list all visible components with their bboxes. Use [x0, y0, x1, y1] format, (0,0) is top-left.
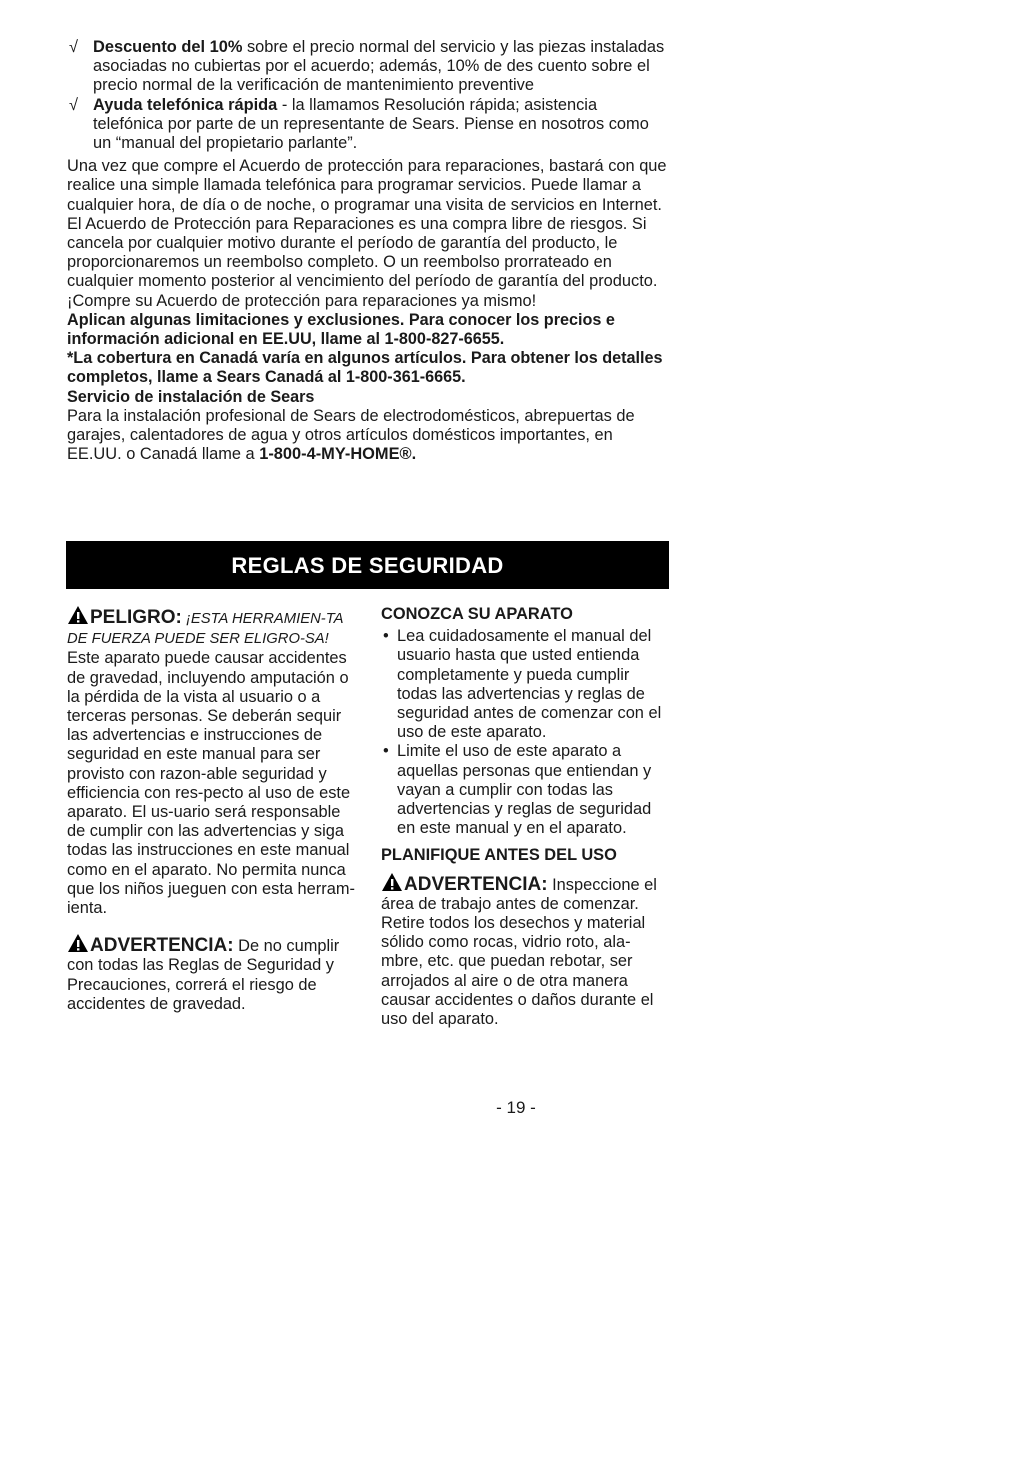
paragraph: El Acuerdo de Protección para Reparaciones es una compra libre de riesgos. Si cancela por cualquier motivo durante el período de garantía del producto, le proporcionaremos un reembolso completo. O un reembolso prorrateado en cualquier momento posterior al vencimiento del período de garantía del producto.¡Compre su Acuerdo de protección para reparaciones ya mismo!: [67, 214, 658, 310]
warning-icon: [67, 605, 89, 625]
bullet-text: - la llamamos Resolución rápida; asistencia telefónica por parte de un representante de Sears. Piense en nosotros como un “manual del propietario parlante”.: [93, 95, 649, 153]
checklist-item: [67, 96, 671, 154]
danger-italic: ¡ESTA HERRAMIEN-TA DE FUERZA PUEDE SER ELIGRO-SA!: [67, 611, 343, 648]
rules-list: [381, 627, 671, 838]
paragraph: [67, 407, 671, 465]
install-text: Para la instalación profesional de Sears de electrodomésticos, abrepuertas de garajes, calentadores de agua y otros artículos domésticos importantes, en EE.UU. o Canadá llame a: [67, 406, 635, 464]
warning-label: ADVERTENCIA:: [404, 873, 548, 895]
top-section: [67, 38, 671, 464]
danger-label: PELIGRO:: [90, 607, 182, 628]
warning-paragraph: [67, 933, 358, 1014]
page-number: - 19 -: [496, 1098, 536, 1117]
paragraph: Una vez que compre el Acuerdo de protección para reparaciones, bastará con que realice una simple llamada telefónica para programar servicios. Puede llamar a cualquier hora, de día o de noche, o programar una visita de servicios en Internet.: [67, 157, 667, 214]
right-column: [381, 605, 671, 1029]
section-heading: CONOZCA SU APARATO: [381, 605, 573, 623]
install-phone: 1-800-4-MY-HOME®.: [259, 445, 417, 464]
bullet-title: Ayuda telefónica rápida: [93, 95, 278, 114]
list-item: • Limite el uso de este aparato a aquellas personas que entiendan y vayan a cumplir con todas las advertencias y reglas de seguridad en este manual y en el aparato.: [381, 742, 671, 838]
section-heading: Servicio de instalación de Sears: [67, 387, 315, 406]
danger-text: Este aparato puede causar accidentes de gravedad, incluyendo amputación o la pérdida de la vista al usuario o a terceras personas. Se deberán sequir las advertencias e instrucciones de seguridad en este manual para ser provisto con razon-able seguridad y efficiencia con res-pecto al uso de este aparato. El us-uario será responsable de cumplir con las advertencias y siga todas las instrucciones en este manual como en el aparato. No permita nunca que los niños jueguen con esta herram-ienta.: [67, 649, 355, 918]
bold-notice: *La cobertura en Canadá varía en algunos artículos. Para obtener los detalles completos, llame a Sears Canadá al 1-800-361-6665.: [67, 349, 663, 387]
bullet-text: sobre el precio normal del servicio y las piezas instaladas asociadas no cubiertas por el acuerdo; además, 10% de des cuento sobre el precio normal de la verificación de mantenimiento preventive: [93, 38, 665, 95]
check-icon: √: [69, 95, 78, 114]
section-heading: PLANIFIQUE ANTES DEL USO: [381, 846, 617, 865]
bullet-title: Descuento del 10%: [93, 38, 243, 56]
warning-icon: [67, 933, 89, 953]
left-column: [67, 605, 358, 1014]
warning-paragraph: [381, 872, 671, 1030]
checklist-item: [67, 38, 671, 96]
warning-icon: [381, 872, 403, 892]
section-banner: REGLAS DE SEGURIDAD: [66, 541, 669, 589]
list-item: • Lea cuidadosamente el manual del usuario hasta que usted entienda completamente y pueda cumplir todas las advertencias y reglas de seguridad antes de comenzar con el uso de este aparato.: [381, 627, 671, 742]
danger-paragraph: [67, 605, 358, 918]
bold-notice: Aplican algunas limitaciones y exclusiones. Para conocer los precios e información adicional en EE.UU, llame al 1-800-827-6655.: [67, 310, 615, 349]
warning-text: De no cumplir con todas las Reglas de Seguridad y Precauciones, correrá el riesgo de accidentes de gravedad.: [67, 937, 340, 1013]
warning-text: Inspeccione el área de trabajo antes de comenzar. Retire todos los desechos y material sólido como rocas, vidrio roto, ala-mbre, etc. que puedan rebotar, ser arrojados al aire o de otra manera causar accidentes o daños durante el uso del aparato.: [381, 875, 657, 1029]
warning-label: ADVERTENCIA:: [90, 935, 234, 957]
check-icon: √: [69, 38, 78, 56]
